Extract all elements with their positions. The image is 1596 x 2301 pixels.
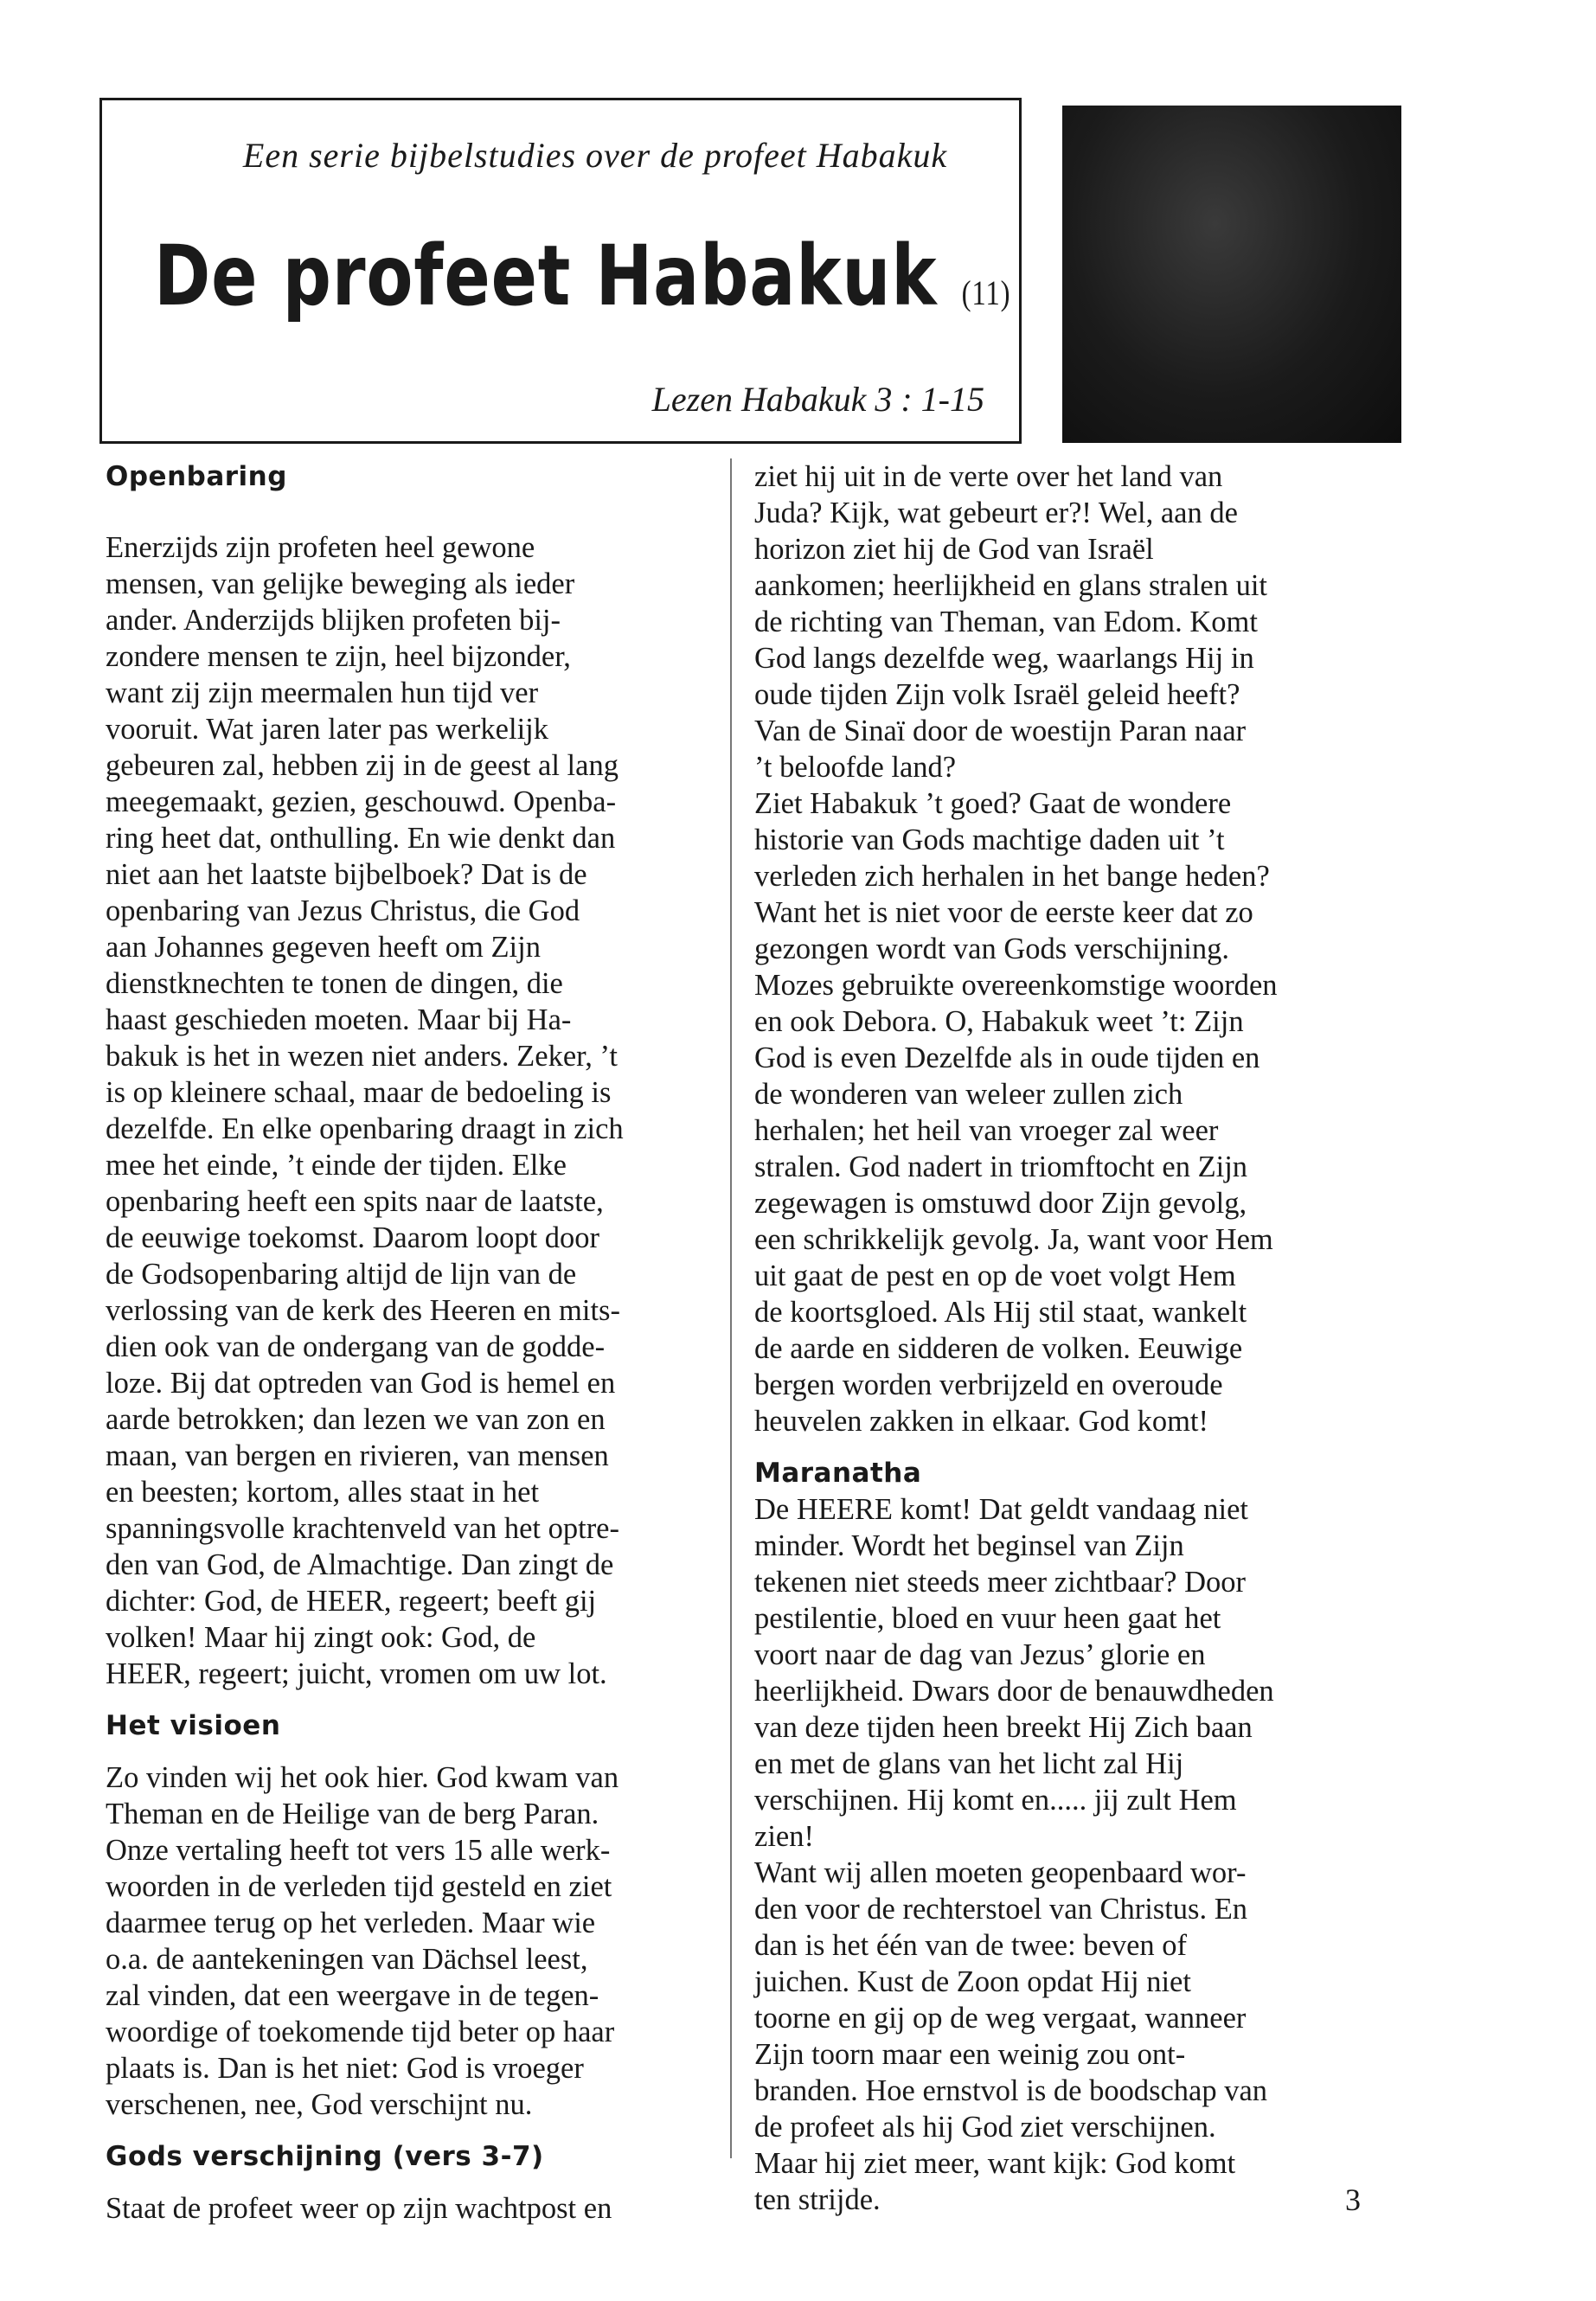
text-line: ’t beloofde land? [754,751,957,784]
text-line: haast geschieden moeten. Maar bij Ha- [106,1003,572,1036]
text-line: voort naar de dag van Jezus’ glorie en [754,1638,1206,1671]
text-line: dan is het één van de twee: beven of [754,1929,1188,1962]
text-line: ten strijde. [754,2183,881,2216]
text-line: De HEERE komt! Dat geldt vandaag niet [754,1493,1249,1526]
text-line: dezelfde. En elke openbaring draagt in zich [106,1112,624,1145]
right-column [754,458,1377,2218]
text-line: zondere mensen te zijn, heel bijzonder, [106,640,571,673]
text-line: de profeet als hij God ziet verschijnen. [754,2111,1216,2144]
text-line: plaats is. Dan is het niet: God is vroeger [106,2052,584,2085]
series-subtitle: Een serie bijbelstudies over de profeet Habakuk [242,136,948,175]
text-line: bergen worden verbrijzeld en overoude [754,1368,1223,1401]
text-line: Enerzijds zijn profeten heel gewone [106,531,535,564]
text-line: spanningsvolle krachtenveld van het optre- [106,1512,619,1545]
text-line: verschijnen. Hij komt en..... jij zult Hem [754,1784,1237,1817]
left-column [106,458,724,2227]
text-line: dichter: God, de HEER, regeert; beeft gij [106,1585,597,1618]
text-line: de aarde en sidderen de volken. Eeuwige [754,1332,1243,1365]
text-line: meegemaakt, gezien, geschouwd. Openba- [106,785,617,818]
heading-gods-verschijning: Gods verschijning (vers 3-7) [106,2141,544,2172]
text-line: verschenen, nee, God verschijnt nu. [106,2088,533,2121]
text-line: den van God, de Almachtige. Dan zingt de [106,1548,614,1581]
text-line: stralen. God nadert in triomftocht en Zijn [754,1150,1248,1183]
text-line: daarmee terug op het verleden. Maar wie [106,1907,596,1939]
text-line: God is even Dezelfde als in oude tijden en [754,1042,1260,1074]
text-line: zien! [754,1820,814,1853]
text-line: en ook Debora. O, Habakuk weet ’t: Zijn [754,1005,1244,1038]
text-line: zal vinden, dat een weergave in de tegen- [106,1979,599,2012]
text-line: ziet hij uit in de verte over het land van [754,460,1223,493]
text-line: Mozes gebruikte overeenkomstige woorden [754,969,1278,1002]
heading-maranatha: Maranatha [754,1458,922,1489]
text-line: aarde betrokken; dan lezen we van zon en [106,1403,606,1436]
text-line: branden. Hoe ernstvol is de boodschap van [754,2074,1268,2107]
text-line: ring heet dat, onthulling. En wie denkt dan [106,822,616,855]
text-line: aankomen; heerlijkheid en glans stralen uit [754,569,1268,602]
text-line: gezongen wordt van Gods verschijning. [754,933,1230,965]
text-line: Juda? Kijk, wat gebeurt er?! Wel, aan de [754,497,1238,529]
text-line: o.a. de aantekeningen van Dächsel leest, [106,1943,588,1976]
text-line: juichen. Kust de Zoon opdat Hij niet [754,1965,1191,1998]
text-line: HEER, regeert; juicht, vromen om uw lot. [106,1657,607,1690]
text-line: van deze tijden heen breekt Hij Zich baan [754,1711,1253,1744]
page-number: 3 [1345,2182,1361,2217]
reading-reference: Lezen Habakuk 3 : 1-15 [651,380,984,419]
text-line: is op kleinere schaal, maar de bedoeling is [106,1076,612,1109]
text-line: Want het is niet voor de eerste keer dat zo [754,896,1253,929]
text-line: en met de glans van het licht zal Hij [754,1747,1184,1780]
text-line: Zijn toorn maar een weinig zou ont- [754,2038,1186,2071]
author-portrait-photo [1062,106,1401,443]
text-line: de eeuwige toekomst. Daarom loopt door [106,1221,600,1254]
column-divider [730,458,732,2158]
text-line: pestilentie, bloed en vuur heen gaat het [754,1602,1221,1635]
text-line: herhalen; het heil van vroeger zal weer [754,1114,1219,1147]
text-line: want zij zijn meermalen hun tijd ver [106,676,539,709]
text-line: horizon ziet hij de God van Israël [754,533,1154,566]
text-line: volken! Maar hij zingt ook: God, de [106,1621,536,1654]
text-line: Onze vertaling heeft tot vers 15 alle werk- [106,1834,611,1867]
text-line: openbaring heeft een spits naar de laatste, [106,1185,604,1218]
text-line: zegewagen is omstuwd door Zijn gevolg, [754,1187,1247,1220]
text-line: loze. Bij dat optreden van God is hemel en [106,1367,616,1400]
article-number: (11) [961,273,1011,312]
text-line: een schrikkelijk gevolg. Ja, want voor Hem [754,1223,1273,1256]
text-line: God langs dezelfde weg, waarlangs Hij in [754,642,1254,675]
text-line: ander. Anderzijds blijken profeten bij- [106,604,561,637]
text-line: gebeuren zal, hebben zij in de geest al lang [106,749,619,782]
text-line: maan, van bergen en rivieren, van mensen [106,1439,609,1472]
article-title [154,228,1011,324]
text-line: Theman en de Heilige van de berg Paran. [106,1798,599,1830]
text-line: dien ook van de ondergang van de godde- [106,1330,606,1363]
text-line: woorden in de verleden tijd gesteld en ziet [106,1870,612,1903]
text-line: Van de Sinaï door de woestijn Paran naar [754,715,1247,747]
text-line: openbaring van Jezus Christus, die God [106,894,580,927]
text-line: de richting van Theman, van Edom. Komt [754,606,1258,638]
text-line: den voor de rechterstoel van Christus. En [754,1893,1248,1926]
text-line: toorne en gij op de weg vergaat, wanneer [754,2002,1247,2035]
text-line: niet aan het laatste bijbelboek? Dat is de [106,858,587,891]
text-line: en beesten; kortom, alles staat in het [106,1476,540,1509]
heading-het-visioen: Het visioen [106,1710,281,1741]
text-line: bakuk is het in wezen niet anders. Zeker, ’t [106,1040,618,1073]
article-title-text: De profeet Habakuk [154,228,938,324]
text-line: dienstknechten te tonen de dingen, die [106,967,563,1000]
text-line: mee het einde, ’t einde der tijden. Elke [106,1149,567,1182]
text-line: Maar hij ziet meer, want kijk: God komt [754,2147,1236,2180]
text-line: verleden zich herhalen in het bange heden? [754,860,1270,893]
text-line: heerlijkheid. Dwars door de benauwdheden [754,1675,1274,1708]
text-line: tekenen niet steeds meer zichtbaar? Door [754,1566,1247,1599]
text-line: Zo vinden wij het ook hier. God kwam van [106,1761,619,1794]
text-line: Want wij allen moeten geopenbaard wor- [754,1856,1247,1889]
text-line: uit gaat de pest en op de voet volgt Hem [754,1259,1236,1292]
text-line: mensen, van gelijke beweging als ieder [106,567,575,600]
text-line: vooruit. Wat jaren later pas werkelijk [106,713,548,746]
text-line: de koortsgloed. Als Hij stil staat, wankelt [754,1296,1247,1329]
text-line: heuvelen zakken in elkaar. God komt! [754,1405,1208,1438]
heading-openbaring: Openbaring [106,461,287,492]
text-line: aan Johannes gegeven heeft om Zijn [106,931,541,964]
text-line: Ziet Habakuk ’t goed? Gaat de wondere [754,787,1232,820]
text-line: verlossing van de kerk des Heeren en mits- [106,1294,620,1327]
text-line: woordige of toekomende tijd beter op haar [106,2016,615,2048]
text-line: de Godsopenbaring altijd de lijn van de [106,1258,577,1291]
text-line: minder. Wordt het beginsel van Zijn [754,1529,1184,1562]
text-line: historie van Gods machtige daden uit ’t [754,824,1225,856]
text-line: Staat de profeet weer op zijn wachtpost en [106,2192,612,2225]
text-line: oude tijden Zijn volk Israël geleid heeft? [754,678,1240,711]
text-line: de wonderen van weleer zullen zich [754,1078,1183,1111]
title-box [99,98,1022,444]
